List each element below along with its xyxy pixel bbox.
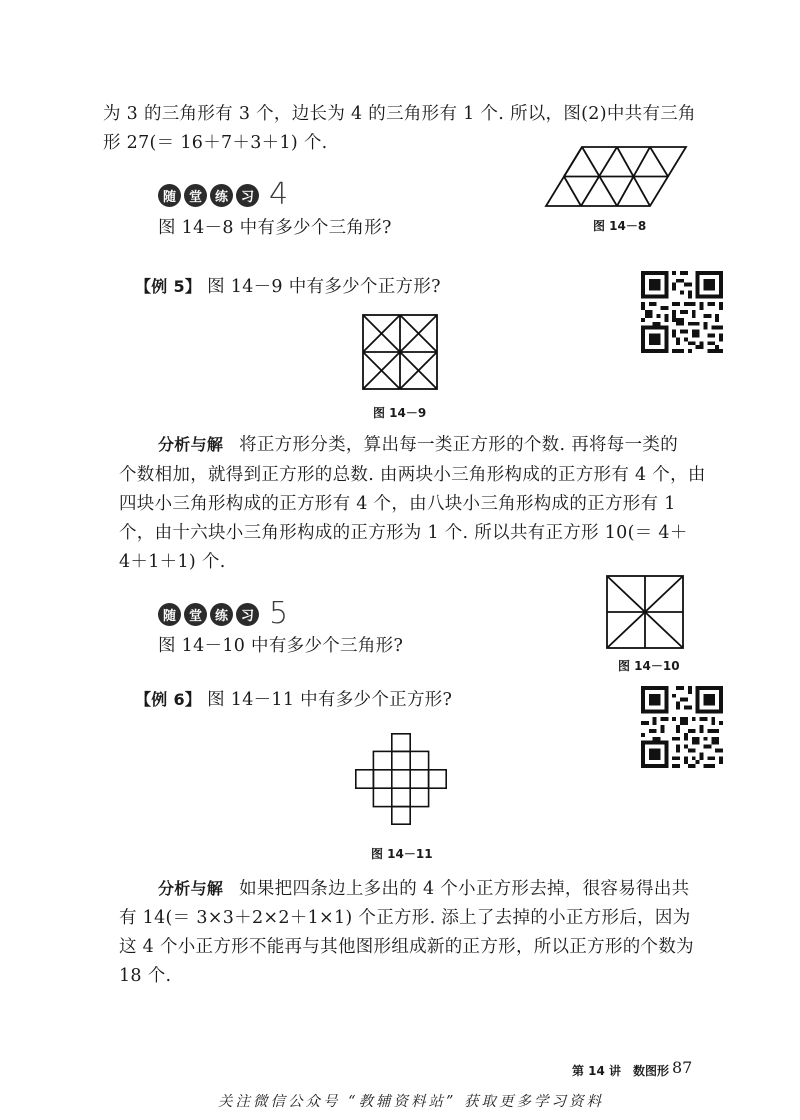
practice-heading-5 <box>158 596 289 631</box>
practice-question: 图 14－10 中有多少个三角形? <box>158 636 404 656</box>
figure-caption: 图 14－9 <box>373 406 427 420</box>
paragraph-line: 形 27(＝ 16＋7＋3＋1) 个. <box>103 133 328 153</box>
figure-14-10 <box>606 575 684 649</box>
paragraph-line: 4＋1＋1) 个. <box>119 552 226 572</box>
paragraph-line: 个，由十六块小三角形构成的正方形为 1 个. 所以共有正方形 10(＝ 4＋ <box>119 523 688 543</box>
example-label: 【例 6】 <box>135 690 202 709</box>
analysis-5-line1 <box>158 433 678 457</box>
paragraph-line: 为 3 的三角形有 3 个，边长为 4 的三角形有 1 个. 所以，图(2)中共有三角 <box>103 104 696 124</box>
practice-question: 图 14－8 中有多少个三角形? <box>158 218 392 238</box>
practice-number: 5 <box>269 596 289 631</box>
paragraph-line: 18 个. <box>119 966 172 986</box>
practice-badge: 随 <box>158 603 181 626</box>
practice-badge: 习 <box>236 603 259 626</box>
qr-code[interactable] <box>641 271 723 353</box>
example-question: 图 14－11 中有多少个正方形? <box>207 690 453 710</box>
example-label: 【例 5】 <box>135 277 202 296</box>
analysis-label: 分析与解 <box>158 435 224 454</box>
chapter-footer: 第 14 讲 数图形 <box>572 1064 670 1078</box>
watermark-text: 关注微信公众号 “教辅资料站” 获取更多学习资料 <box>218 1094 605 1110</box>
example-5 <box>135 275 441 299</box>
example-6 <box>135 688 452 712</box>
figure-14-8 <box>546 146 686 208</box>
paragraph-line: 个数相加，就得到正方形的总数. 由两块小三角形构成的正方形有 4 个，由 <box>119 465 706 485</box>
figure-14-11 <box>355 733 447 825</box>
paragraph-line: 四块小三角形构成的正方形有 4 个，由八块小三角形构成的正方形有 1 <box>119 494 676 514</box>
analysis-text: 如果把四条边上多出的 4 个小正方形去掉，很容易得出共 <box>239 879 690 899</box>
practice-badge: 随 <box>158 184 181 207</box>
figure-caption: 图 14－11 <box>371 847 433 861</box>
figure-14-9 <box>362 314 438 390</box>
figure-caption: 图 14－8 <box>593 219 647 233</box>
analysis-text: 将正方形分类，算出每一类正方形的个数. 再将每一类的 <box>239 435 679 455</box>
paragraph-line: 这 4 个小正方形不能再与其他图形组成新的正方形，所以正方形的个数为 <box>119 937 694 957</box>
practice-badge: 练 <box>210 184 233 207</box>
practice-badge: 堂 <box>184 184 207 207</box>
figure-caption: 图 14－10 <box>618 659 680 673</box>
practice-number: 4 <box>269 177 289 212</box>
qr-code[interactable] <box>641 686 723 768</box>
practice-badge: 堂 <box>184 603 207 626</box>
example-question: 图 14－9 中有多少个正方形? <box>207 277 441 297</box>
paragraph-line: 有 14(＝ 3×3＋2×2＋1×1) 个正方形. 添上了去掉的小正方形后，因为 <box>119 908 691 928</box>
analysis-6-line1 <box>158 877 689 901</box>
practice-badge: 练 <box>210 603 233 626</box>
practice-heading-4 <box>158 177 289 212</box>
page-number: 87 <box>672 1058 693 1077</box>
practice-badge: 习 <box>236 184 259 207</box>
analysis-label: 分析与解 <box>158 879 224 898</box>
